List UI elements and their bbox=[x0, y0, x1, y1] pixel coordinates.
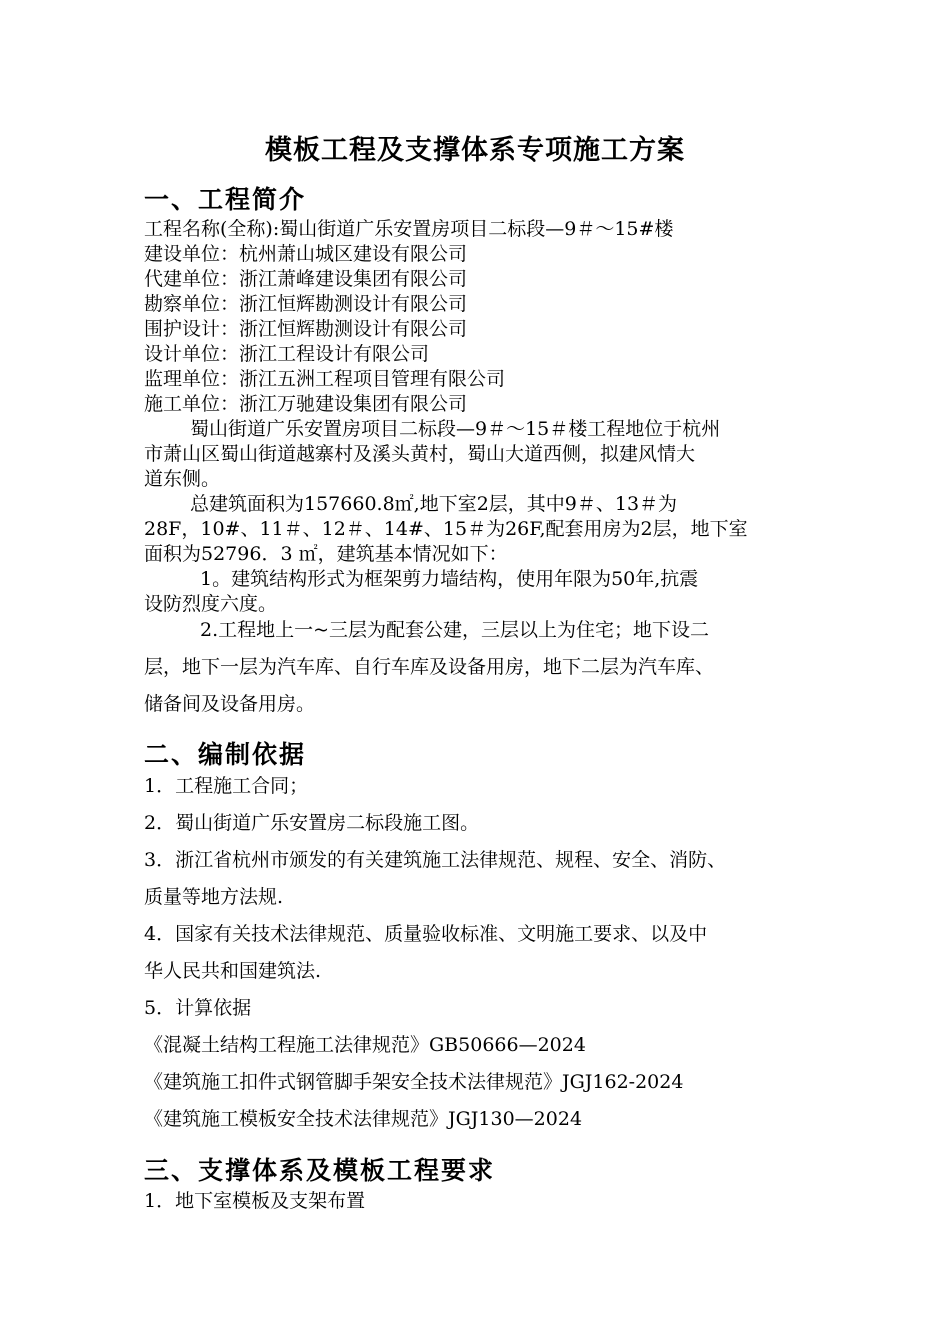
basis-line: 2．蜀山街道广乐安置房二标段施工图。 bbox=[144, 812, 480, 834]
section-1-heading: 一、工程简介 bbox=[144, 185, 307, 214]
basis-line: 3．浙江省杭州市颁发的有关建筑施工法律规范、规程、安全、消防、 bbox=[144, 849, 727, 871]
basis-line: 5．计算依据 bbox=[144, 997, 252, 1019]
paragraph-line: 设防烈度六度。 bbox=[144, 593, 278, 615]
info-line: 设计单位：浙江工程设计有限公司 bbox=[144, 343, 430, 365]
document-title: 模板工程及支撑体系专项施工方案 bbox=[265, 135, 685, 166]
paragraph-line: 1。建筑结构形式为框架剪力墙结构，使用年限为50年,抗震 bbox=[200, 568, 699, 590]
info-line: 代建单位：浙江萧峰建设集团有限公司 bbox=[144, 268, 468, 290]
basis-line: 1．工程施工合同； bbox=[144, 775, 309, 797]
info-line: 围护设计：浙江恒辉勘测设计有限公司 bbox=[144, 318, 468, 340]
info-line: 工程名称(全称):蜀山街道广乐安置房项目二标段—9＃～15#楼 bbox=[144, 218, 674, 240]
section-3-heading: 三、支撑体系及模板工程要求 bbox=[144, 1156, 496, 1185]
requirement-line: 1．地下室模板及支架布置 bbox=[144, 1190, 366, 1212]
standard-line: 《建筑施工扣件式钢管脚手架安全技术法律规范》JGJ162-2024 bbox=[144, 1071, 684, 1093]
basis-line: 4．国家有关技术法律规范、质量验收标准、文明施工要求、以及中 bbox=[144, 923, 708, 945]
standard-line: 《建筑施工模板安全技术法律规范》JGJ130—2024 bbox=[144, 1108, 583, 1130]
paragraph-line: 蜀山街道广乐安置房项目二标段—9＃～15＃楼工程地位于杭州 bbox=[190, 418, 721, 440]
info-line: 监理单位：浙江五洲工程项目管理有限公司 bbox=[144, 368, 506, 390]
basis-line: 质量等地方法规. bbox=[144, 886, 284, 908]
paragraph-line: 28F，10#、11＃、12＃、14#、15＃为26F,配套用房为2层，地下室 bbox=[144, 518, 748, 540]
paragraph-line: 层，地下一层为汽车库、自行车库及设备用房，地下二层为汽车库、 bbox=[144, 656, 715, 678]
standard-line: 《混凝土结构工程施工法律规范》GB50666—2024 bbox=[144, 1034, 586, 1056]
paragraph-line: 面积为52796．3 ㎡，建筑基本情况如下： bbox=[144, 543, 508, 565]
paragraph-line: 储备间及设备用房。 bbox=[144, 693, 316, 715]
paragraph-line: 道东侧。 bbox=[144, 468, 221, 490]
info-line: 建设单位：杭州萧山城区建设有限公司 bbox=[144, 243, 468, 265]
info-line: 施工单位：浙江万驰建设集团有限公司 bbox=[144, 393, 468, 415]
paragraph-line: 市萧山区蜀山街道越寨村及溪头黄村，蜀山大道西侧，拟建风情大 bbox=[144, 443, 696, 465]
paragraph-line: 总建筑面积为157660.8㎡,地下室2层，其中9＃、13＃为 bbox=[190, 493, 678, 515]
basis-line: 华人民共和国建筑法. bbox=[144, 960, 322, 982]
info-line: 勘察单位：浙江恒辉勘测设计有限公司 bbox=[144, 293, 468, 315]
paragraph-line: 2.工程地上一~三层为配套公建，三层以上为住宅；地下设二 bbox=[200, 619, 710, 641]
section-2-heading: 二、编制依据 bbox=[144, 740, 307, 769]
